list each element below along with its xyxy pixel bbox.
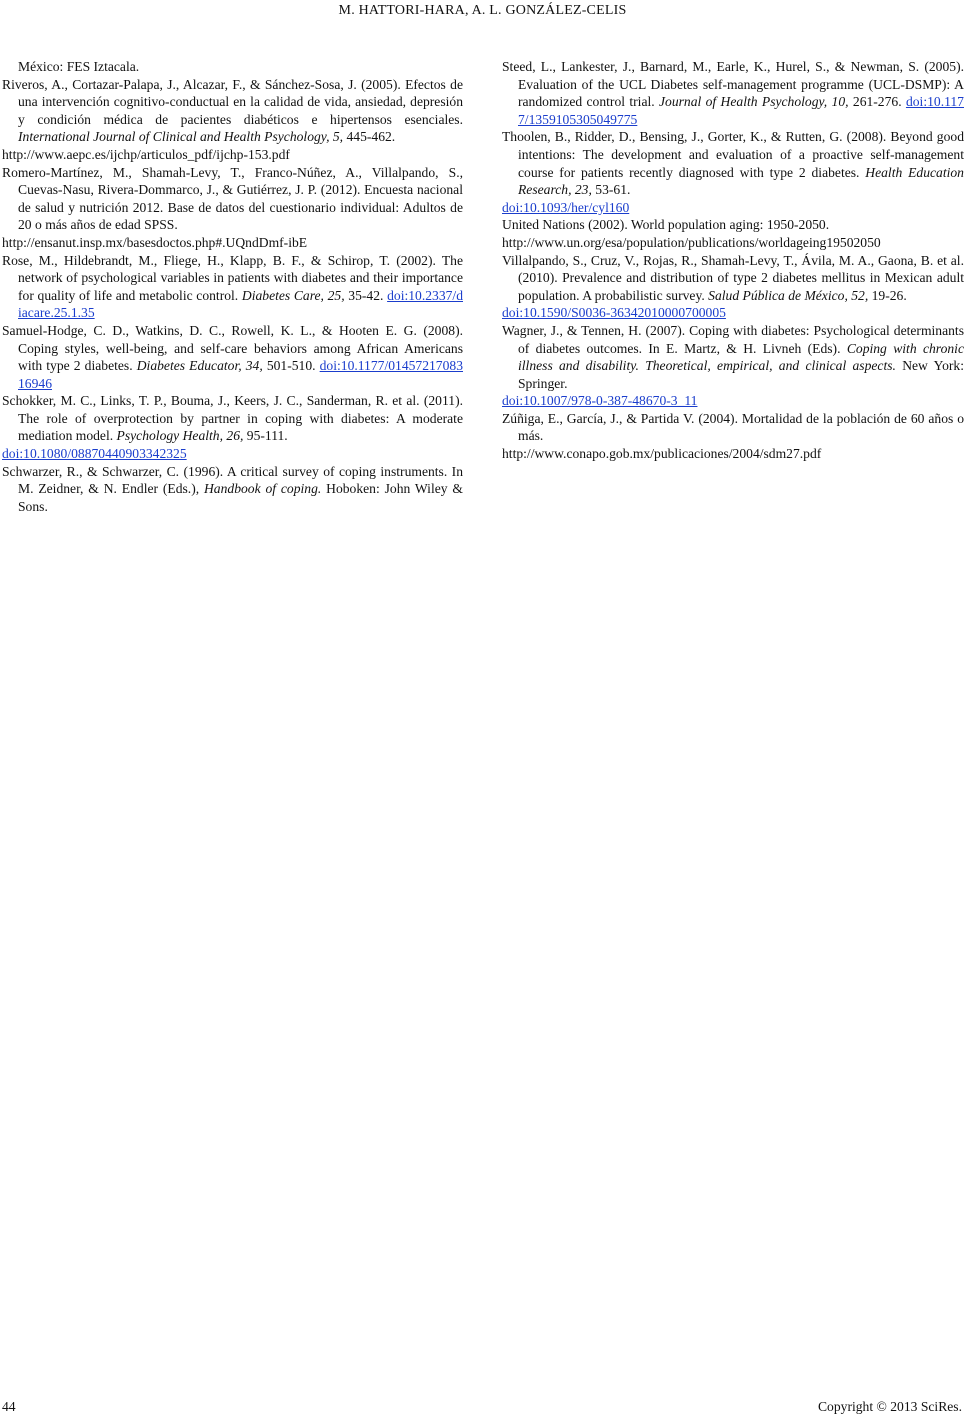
reference-url: http://www.aepc.es/ijchp/articulos_pdf/ijchp-153.pdf	[2, 146, 290, 162]
reference-entry	[502, 58, 964, 128]
doi-link[interactable]: doi:10.1590/S0036-36342010000700005	[502, 305, 726, 321]
reference-text: Villalpando, S., Cruz, V., Rojas, R., Shamah-Levy, T., Ávila, M. A., Gaona, B. et al. (2010). Prevalence and distribution of type 2 diabetes mellitus in Mexican adult population. A probabilistic survey.	[502, 252, 964, 303]
page-number: 44	[2, 1399, 16, 1414]
reference-text: México: FES Iztacala.	[18, 59, 140, 74]
doi-link[interactable]: doi:10.1177/1359105305049775	[518, 94, 964, 127]
references-left-column	[2, 58, 463, 515]
reference-text: New York: Springer.	[518, 358, 964, 391]
references-right-column	[502, 58, 964, 463]
reference-source: Health Education Research, 23,	[518, 164, 964, 198]
reference-text: 261-276.	[848, 94, 906, 110]
reference-text: 95-111.	[243, 428, 288, 444]
doi-link[interactable]: doi:10.1080/08870440903342325	[2, 446, 187, 462]
reference-text: 53-61.	[591, 182, 631, 198]
doi-link[interactable]: doi:10.1177/0145721708316946	[18, 358, 463, 391]
reference-source: Journal of Health Psychology, 10,	[659, 94, 849, 110]
reference-source: Diabetes Care, 25,	[241, 287, 345, 303]
reference-text: Schokker, M. C., Links, T. P., Bouma, J., Keers, J. C., Sanderman, R. et al. (2011). The role of overprotection by partner in coping with diabetes: A moderate mediation model.	[2, 393, 463, 444]
reference-entry	[2, 392, 463, 462]
reference-entry	[2, 252, 463, 322]
reference-entry	[502, 216, 964, 251]
reference-text: 445-462.	[343, 129, 396, 145]
running-header: M. HATTORI-HARA, A. L. GONZÁLEZ-CELIS	[338, 3, 627, 18]
reference-text: Rose, M., Hildebrandt, M., Fliege, H., Klapp, B. F., & Schirop, T. (2002). The network of psychological variables in patients with diabetes and their importance for quality of life and metabolic control.	[2, 252, 463, 303]
reference-text: Wagner, J., & Tennen, H. (2007). Coping with diabetes: Psychological determinants of diabetes outcomes. In E. Martz, & H. Livneh (Eds).	[502, 322, 964, 356]
reference-entry	[502, 322, 964, 410]
reference-source: Psychology Health, 26,	[116, 428, 244, 444]
reference-text: Thoolen, B., Ridder, D., Bensing, J., Gorter, K., & Rutten, G. (2008). Beyond good intentions: The development and evaluation of a proactive self-management course for patients recently diagnosed with type 2 diabetes.	[502, 129, 964, 180]
reference-source: Coping with chronic illness and disability. Theoretical, empirical, and clinical aspects.	[518, 340, 964, 374]
reference-source: International Journal of Clinical and Health Psychology, 5,	[18, 129, 344, 145]
reference-text: Riveros, A., Cortazar-Palapa, J., Alcazar, F., & Sánchez-Sosa, J. (2005). Efectos de una intervención cognitivo-conductual en la calidad de vida, ansiedad, depresión y condición médica de pacientes diabéticos e hipertensos esenciales.	[2, 76, 463, 127]
reference-entry	[502, 128, 964, 216]
reference-entry	[502, 252, 964, 322]
reference-text: United Nations (2002). World population aging: 1950-2050.	[502, 217, 830, 233]
reference-url: http://www.conapo.gob.mx/publicaciones/2004/sdm27.pdf	[502, 446, 822, 462]
reference-text: Hoboken: John Wiley & Sons.	[18, 481, 463, 514]
doi-link[interactable]: doi:10.2337/diacare.25.1.35	[18, 287, 463, 321]
copyright-notice: Copyright © 2013 SciRes.	[817, 1399, 962, 1414]
reference-source: Diabetes Educator, 34,	[136, 358, 263, 374]
doi-link[interactable]: doi:10.1007/978-0-387-48670-3_11	[502, 393, 698, 409]
reference-source: Salud Pública de México, 52,	[708, 287, 869, 303]
reference-entry	[2, 76, 463, 164]
reference-entry	[2, 58, 463, 76]
doi-link[interactable]: doi:10.1093/her/cyl160	[502, 199, 630, 215]
reference-url: http://www.un.org/esa/population/publications/worldageing19502050	[502, 234, 881, 250]
reference-text: 35-42.	[344, 287, 388, 303]
reference-entry	[2, 164, 463, 252]
reference-text: Zúñiga, E., García, J., & Partida V. (2004). Mortalidad de la población de 60 años o más.	[502, 410, 964, 444]
reference-entry	[502, 410, 964, 463]
reference-text: 501-510.	[262, 358, 320, 374]
reference-text: Steed, L., Lankester, J., Barnard, M., Earle, K., Hurel, S., & Newman, S. (2005). Evaluation of the UCL Diabetes self-management programme (UCL-DSMP): A randomized control trial.	[502, 59, 964, 110]
reference-source: Handbook of coping.	[203, 481, 322, 497]
reference-text: Samuel-Hodge, C. D., Watkins, D. C., Rowell, K. L., & Hooten E. G. (2008). Coping styles, well-being, and self-care behaviors among African Americans with type 2 diabetes.	[2, 322, 463, 374]
reference-text: Romero-Martínez, M., Shamah-Levy, T., Franco-Núñez, A., Villalpando, S., Cuevas-Nasu, Rivera-Dommarco, J., & Gutiérrez, J. P. (2012). Encuesta nacional de salud y nutrición 2012. Base de datos del cuestionario individual: Adultos de 20 o más años de edad SPSS.	[2, 164, 463, 233]
reference-url: http://ensanut.insp.mx/basesdoctos.php#.UQndDmf-ibE	[2, 234, 308, 250]
reference-entry	[2, 322, 463, 392]
reference-entry	[2, 463, 463, 516]
reference-text: Schwarzer, R., & Schwarzer, C. (1996). A critical survey of coping instruments. In M. Zeidner, & N. Endler (Eds.),	[2, 463, 463, 497]
reference-text: 19-26.	[868, 287, 907, 303]
